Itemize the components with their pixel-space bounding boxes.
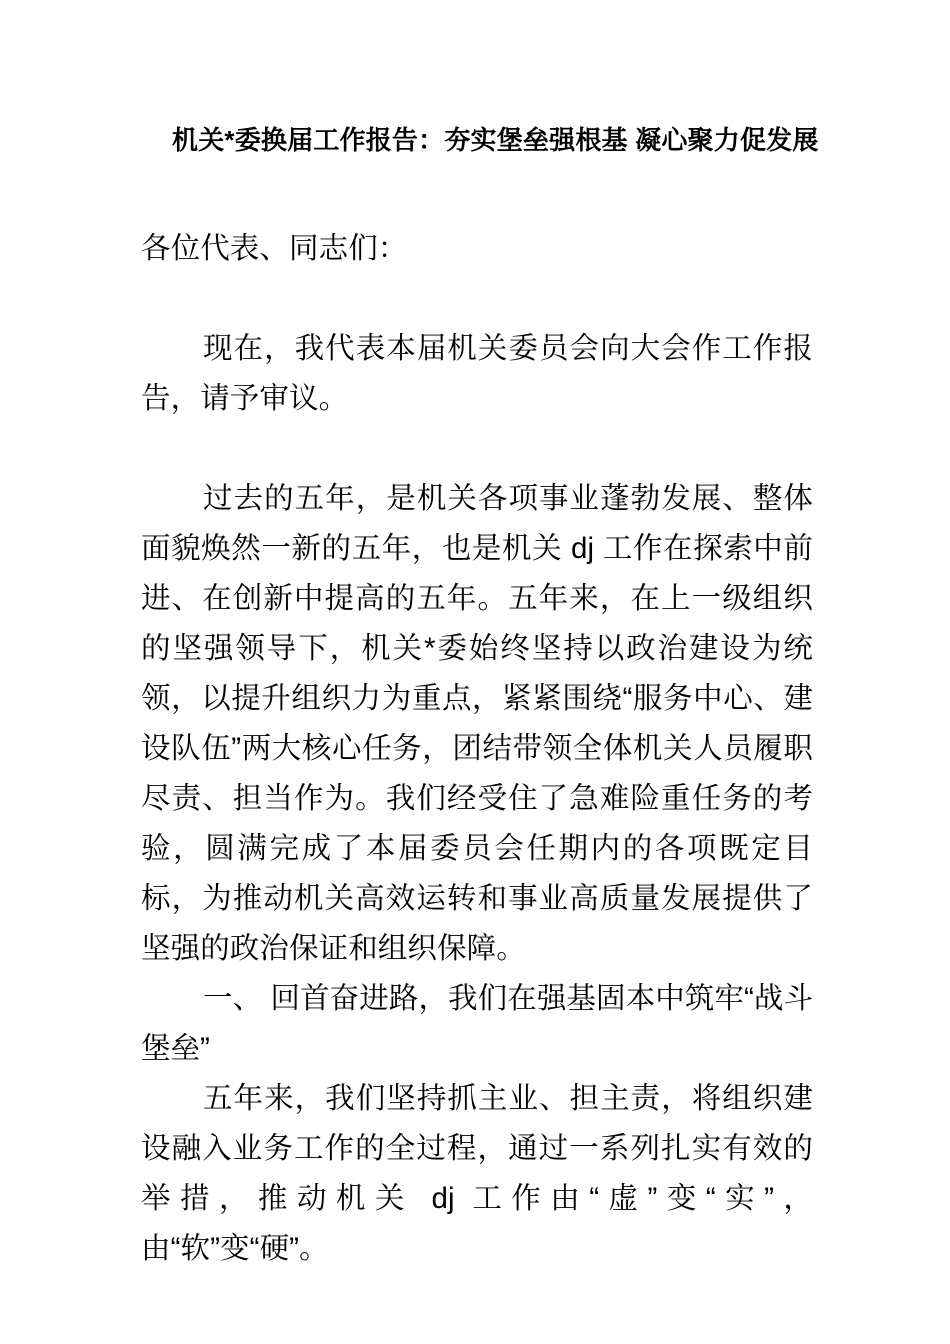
salutation-line: 各位代表、同志们： — [141, 232, 408, 265]
page-title: 机关*委换届工作报告：夯实堡垒强根基 凝心聚力促发展 — [172, 125, 819, 155]
paragraph-review: 过去的五年，是机关各项事业蓬勃发展、整体面貌焕然一新的五年，也是机关 dj 工作在探索中前进、在创新中提高的五年。五年来，在上一级组织的坚强领导下，机关*委始终坚持以政治建设为统领，以提升组织力为重点，紧紧围绕“服务中心、建设队伍”两大核心任务，团结带领全体机关人员履职尽责、担当作为。我们经受住了急难险重任务的考验，圆满完成了本届委员会任期内的各项既定目标，为推动机关高效运转和事业高质量发展提供了坚强的政治保证和组织保障。 — [141, 482, 813, 965]
document-content — [141, 0, 819, 1274]
paragraph-section-one-body: 五年来，我们坚持抓主业、担主责，将组织建设融入业务工作的全过程，通过一系列扎实有效的举措，推动机关 dj 工作由“虚”变“实”，由“软”变“硬”。 — [141, 1082, 813, 1265]
section-heading-one: 一、 回首奋进路，我们在强基固本中筑牢“战斗堡垒” — [141, 982, 813, 1065]
paragraph-opening: 现在，我代表本届机关委员会向大会作工作报告，请予审议。 — [141, 332, 813, 415]
